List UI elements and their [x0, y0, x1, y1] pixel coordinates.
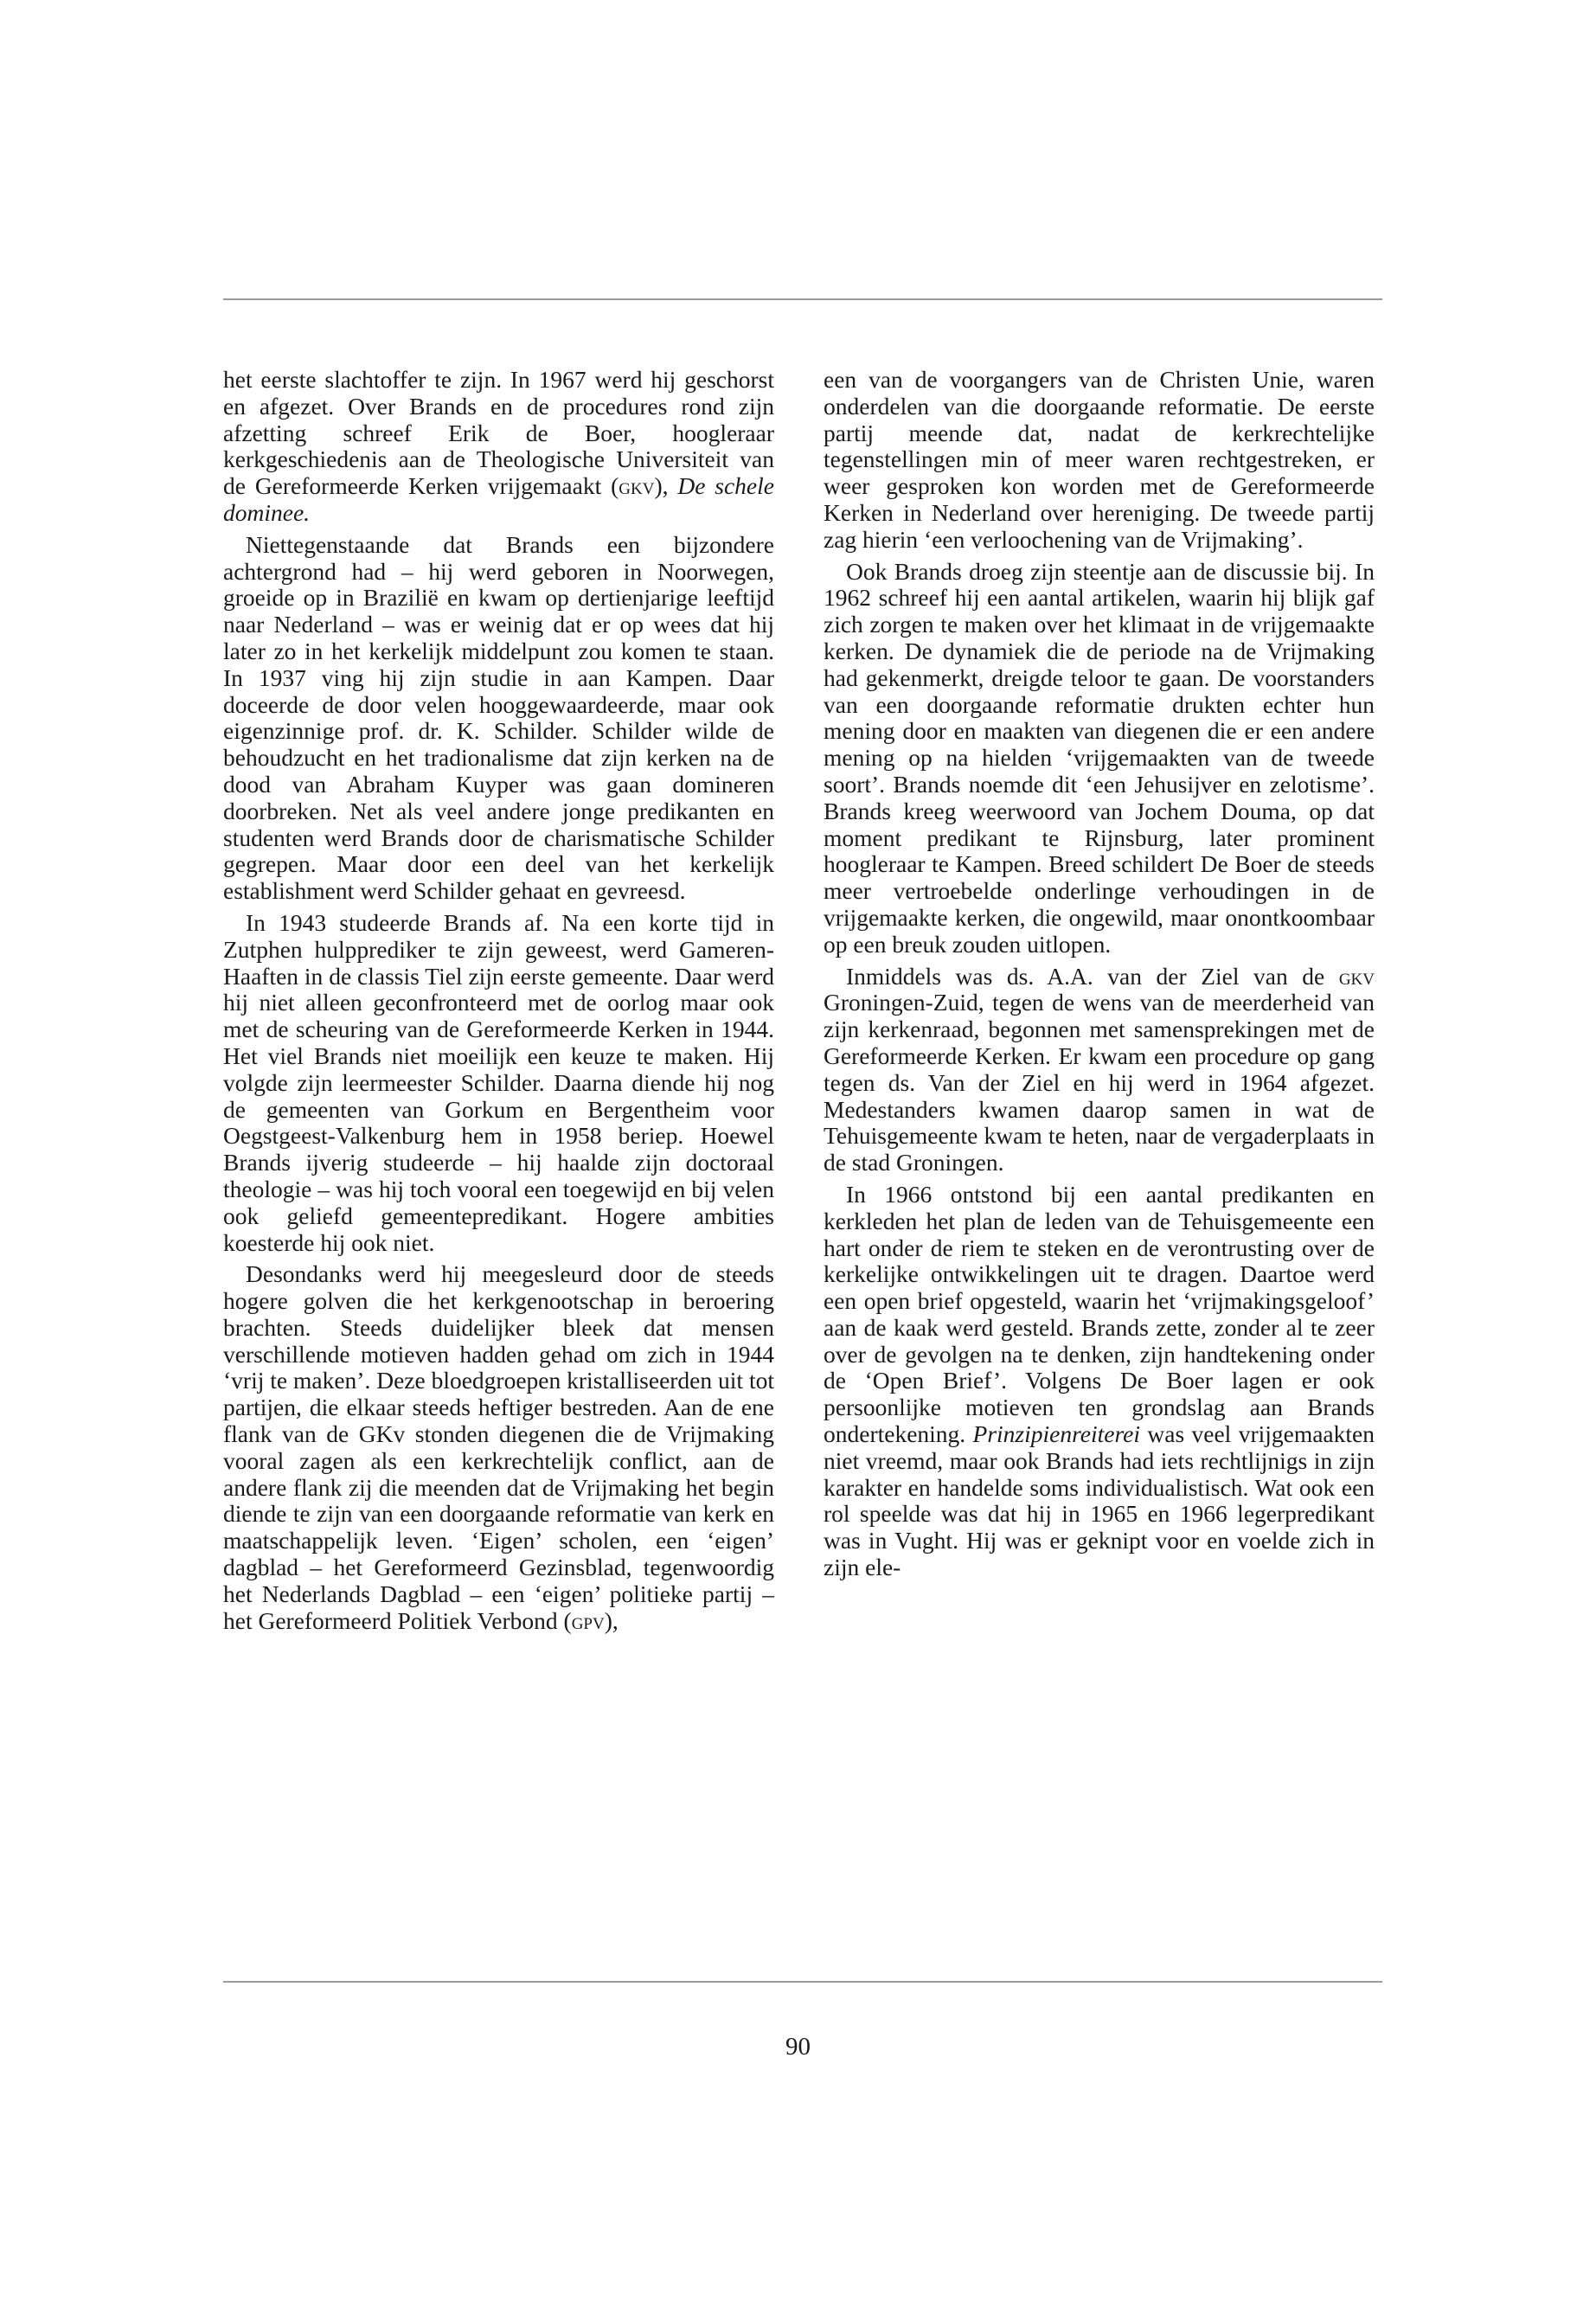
- abbreviation: gkv: [619, 472, 655, 500]
- paragraph: [223, 1261, 774, 1634]
- footer-rule: [223, 1981, 1382, 1983]
- paragraph: Ook Brands droeg zijn steentje aan de discussie bij. In 1962 schreef hij een aantal artikelen, waarin hij blijk gaf zich zorgen te maken over het klimaat in de vrijgemaakte kerken. De dynamiek die de periode na de Vrijmaking had gekenmerkt, dreigde teloor te gaan. De voorstanders van een doorgaande reformatie drukten echter hun mening door en maakten van diegenen die er een andere mening op na hielden ‘vrijgemaakten van de tweede soort’. Brands noemde dit ‘een Jehusijver en zelotisme’. Brands kreeg weerwoord van Jochem Douma, op dat moment predikant te Rijnsburg, later prominent hoogleraar te Kampen. Breed schildert De Boer de steeds meer vertroebelde onderlinge verhoudingen in de vrijgemaakte kerken, die ongewild, maar onontkoombaar op een breuk zouden uitlopen.: [824, 557, 1375, 958]
- paragraph: een van de voorgangers van de Christen Unie, waren onderdelen van die doorgaande reformatie. De eerste partij meende dat, nadat de kerkrechtelijke tegenstellingen min of meer waren rechtgestreken, er weer gesproken kon worden met de Gereformeerde Kerken in Nederland over hereniging. De tweede partij zag hierin ‘een verloochening van de Vrijmaking’.: [824, 366, 1375, 553]
- text-span: het eerste slachtoffer te zijn. In 1967 werd hij geschorst en afgezet. Over Brands en de procedures rond zijn afzetting schreef Erik de Boer, hoogleraar kerkgeschiedenis aan de Theologische Universiteit van de Gereformeerde Kerken vrijgemaakt (: [223, 366, 774, 500]
- paragraph: [223, 367, 774, 527]
- text-span: Desondanks werd hij meegesleurd door de steeds hogere golven die het kerkgenootschap in beroering brachten. Steeds duidelijker bleek dat mensen verschillende motieven hadden gehad om zich in 1944 ‘vrij te maken’. Deze bloedgroepen kristalliseerden uit tot partijen, die elkaar steeds heftiger bestreden. Aan de ene flank van de GKv stonden diegenen die de Vrijmaking vooral zagen als een kerkrechtelijk conflict, aan de andere flank zij die meenden dat de Vrijmaking het begin diende te zijn van een doorgaande reformatie van kerk en maatschappelijk leven. ‘Eigen’ scholen, een ‘eigen’ dagblad – het Gereformeerd Gezinsblad, tegenwoordig het Nederlands Dagblad – een ‘eigen’ politieke partij – het Gereformeerd Politiek Verbond (: [223, 1260, 774, 1634]
- page-number: 90: [785, 2033, 811, 2061]
- italic-term: Prinzipienreiterei: [972, 1420, 1141, 1448]
- text-span: Inmiddels was ds. A.A. van der Ziel van de: [846, 962, 1339, 990]
- abbreviation: gpv: [571, 1606, 605, 1634]
- abbreviation: gkv: [1338, 962, 1375, 990]
- paragraph: Niettegenstaande dat Brands een bijzondere achtergrond had – hij werd geboren in Noorwegen, groeide op in Brazilië en kwam op dertienjarige leeftijd naar Nederland – was er weinig dat er op wees dat hij later zo in het kerkelijk middelpunt zou komen te staan. In 1937 ving hij zijn studie in aan Kampen. Daar doceerde de door velen hooggewaardeerde, maar ook eigenzinnige prof. dr. K. Schilder. Schilder wilde de behoudzucht en het tradionalisme dat zijn kerken na de dood van Abraham Kuyper was gaan domineren doorbreken. Net als veel andere jonge predikanten en studenten werd Brands door de charismatische Schilder gegrepen. Maar door een deel van het kerkelijk establishment werd Schilder gehaat en gevreesd.: [223, 530, 774, 905]
- paragraph: [824, 1182, 1375, 1581]
- text-span: ),: [654, 472, 678, 500]
- text-span: was veel vrijgemaakten niet vreemd, maar ook Brands had iets rechtlijnigs in zijn karakter en handelde soms individualistisch. Wat ook een rol speelde was dat hij in 1965 en 1966 legerpredikant was in Vught. Hij was er geknipt voor en voelde zich in zijn ele-: [824, 1420, 1375, 1581]
- text-span: In 1966 ontstond bij een aantal predikanten en kerkleden het plan de leden van de Tehuisgemeente een hart onder de riem te steken en de verontrusting over de kerkelijke ontwikkelingen uit te dragen. Daartoe werd een open brief opgesteld, waarin het ‘vrijmakingsgeloof’ aan de kaak werd gesteld. Brands zette, zonder al te zeer over de gevolgen na te denken, zijn handtekening onder de ‘Open Brief’. Volgens De Boer lagen er ook persoonlijke motieven ten grondslag aan Brands ondertekening.: [824, 1180, 1375, 1448]
- book-title: De schele dominee.: [223, 472, 774, 526]
- paragraph: [824, 964, 1375, 1176]
- text-span: ),: [604, 1606, 619, 1634]
- text-column-left: [223, 367, 774, 1634]
- text-column-right: [824, 367, 1375, 1581]
- paragraph: In 1943 studeerde Brands af. Na een korte tijd in Zutphen hulpprediker te zijn geweest, werd Gameren-Haaften in de classis Tiel zijn eerste gemeente. Daar werd hij niet alleen geconfronteerd met de oorlog maar ook met de scheuring van de Gereformeerde Kerken in 1944. Het viel Brands niet moeilijk een keuze te maken. Hij volgde zijn leermeester Schilder. Daarna diende hij nog de gemeenten van Gorkum en Bergentheim voor Oegstgeest-Valkenburg hem in 1958 beriep. Hoewel Brands ijverig studeerde – hij haalde zijn doctoraal theologie – was hij toch vooral een toegewijd en bij velen ook geliefd gemeentepredikant. Hogere ambities koesterde hij ook niet.: [223, 908, 774, 1256]
- header-rule: [223, 298, 1382, 300]
- text-span: Groningen-Zuid, tegen de wens van de meerderheid van zijn kerkenraad, begonnen met samensprekingen met de Gereformeerde Kerken. Er kwam een procedure op gang tegen ds. Van der Ziel en hij werd in 1964 afgezet. Medestanders kwamen daarop samen in wat de Tehuisgemeente kwam te heten, naar de vergaderplaats in de stad Groningen.: [824, 989, 1375, 1176]
